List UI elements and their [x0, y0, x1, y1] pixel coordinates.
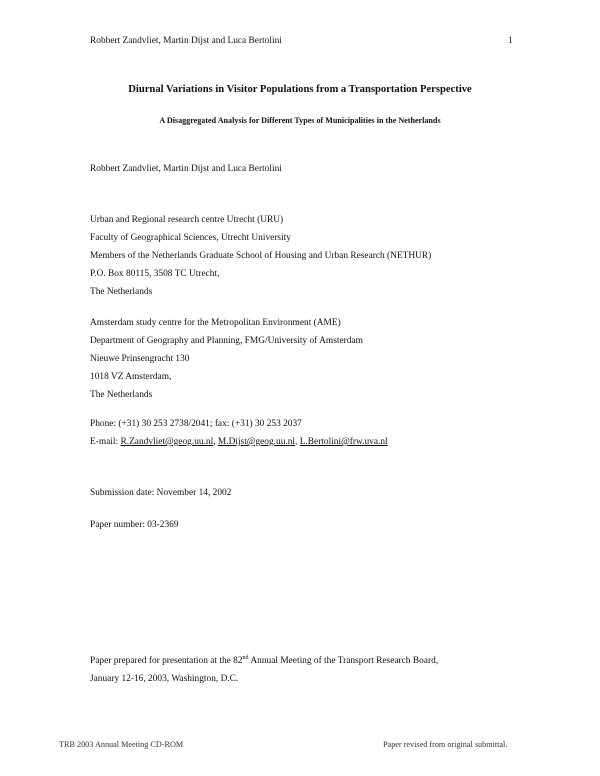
footer-right: Paper revised from original submittal. [383, 740, 508, 749]
affiliation-line: The Netherlands [90, 390, 153, 400]
affiliation-line: Members of the Netherlands Graduate School of Housing and Urban Research (NETHUR) [90, 251, 432, 261]
affiliation-amsterdam [90, 318, 363, 408]
running-header-authors: Robbert Zandvliet, Martin Dijst and Luca Bertolini [90, 36, 282, 46]
affiliation-line: Department of Geography and Planning, FMG/University of Amsterdam [90, 336, 363, 346]
author-list: Robbert Zandvliet, Martin Dijst and Luca Bertolini [90, 164, 282, 174]
contact-info [90, 419, 388, 455]
email-separator: , [213, 437, 218, 447]
footer-left: TRB 2003 Annual Meeting CD-ROM [59, 740, 184, 749]
paper-subtitle: A Disaggregated Analysis for Different Types of Municipalities in the Netherlands [159, 116, 441, 125]
email-line [90, 437, 388, 455]
email-link-zandvliet[interactable]: R.Zandvliet@geog.uu.nl [120, 437, 214, 447]
ordinal-suffix: nd [242, 654, 249, 661]
paper-title: Diurnal Variations in Visitor Populations from a Transportation Perspective [128, 84, 472, 95]
email-label: E-mail: [90, 437, 121, 447]
affiliation-line: Urban and Regional research centre Utrecht (URU) [90, 215, 284, 225]
affiliation-utrecht [90, 215, 431, 305]
submission-date: Submission date: November 14, 2002 [90, 488, 232, 498]
affiliation-line: 1018 VZ Amsterdam, [90, 372, 172, 382]
presentation-note [90, 656, 438, 692]
affiliation-line: Nieuwe Prinsengracht 130 [90, 354, 190, 364]
phone-fax: Phone: (+31) 30 253 2738/2041; fax: (+31) 30 253 2037 [90, 419, 302, 429]
page-number: 1 [508, 36, 513, 46]
email-link-bertolini[interactable]: L.Bertolini@frw.uva.nl [299, 437, 388, 447]
presentation-line-2: January 12-16, 2003, Washington, D.C. [90, 674, 239, 684]
email-separator: , [295, 437, 300, 447]
affiliation-line: P.O. Box 80115, 3508 TC Utrecht, [90, 269, 220, 279]
presentation-line-1 [90, 656, 438, 674]
email-link-dijst[interactable]: M.Dijst@geog.uu.nl [217, 437, 296, 447]
affiliation-line: Faculty of Geographical Sciences, Utrecht University [90, 233, 291, 243]
presentation-text: Annual Meeting of the Transport Research Board, [248, 656, 439, 666]
presentation-text: Paper prepared for presentation at the 82 [90, 656, 243, 666]
paper-number: Paper number: 03-2369 [90, 520, 179, 530]
affiliation-line: Amsterdam study centre for the Metropolitan Environment (AME) [90, 318, 341, 328]
affiliation-line: The Netherlands [90, 287, 153, 297]
